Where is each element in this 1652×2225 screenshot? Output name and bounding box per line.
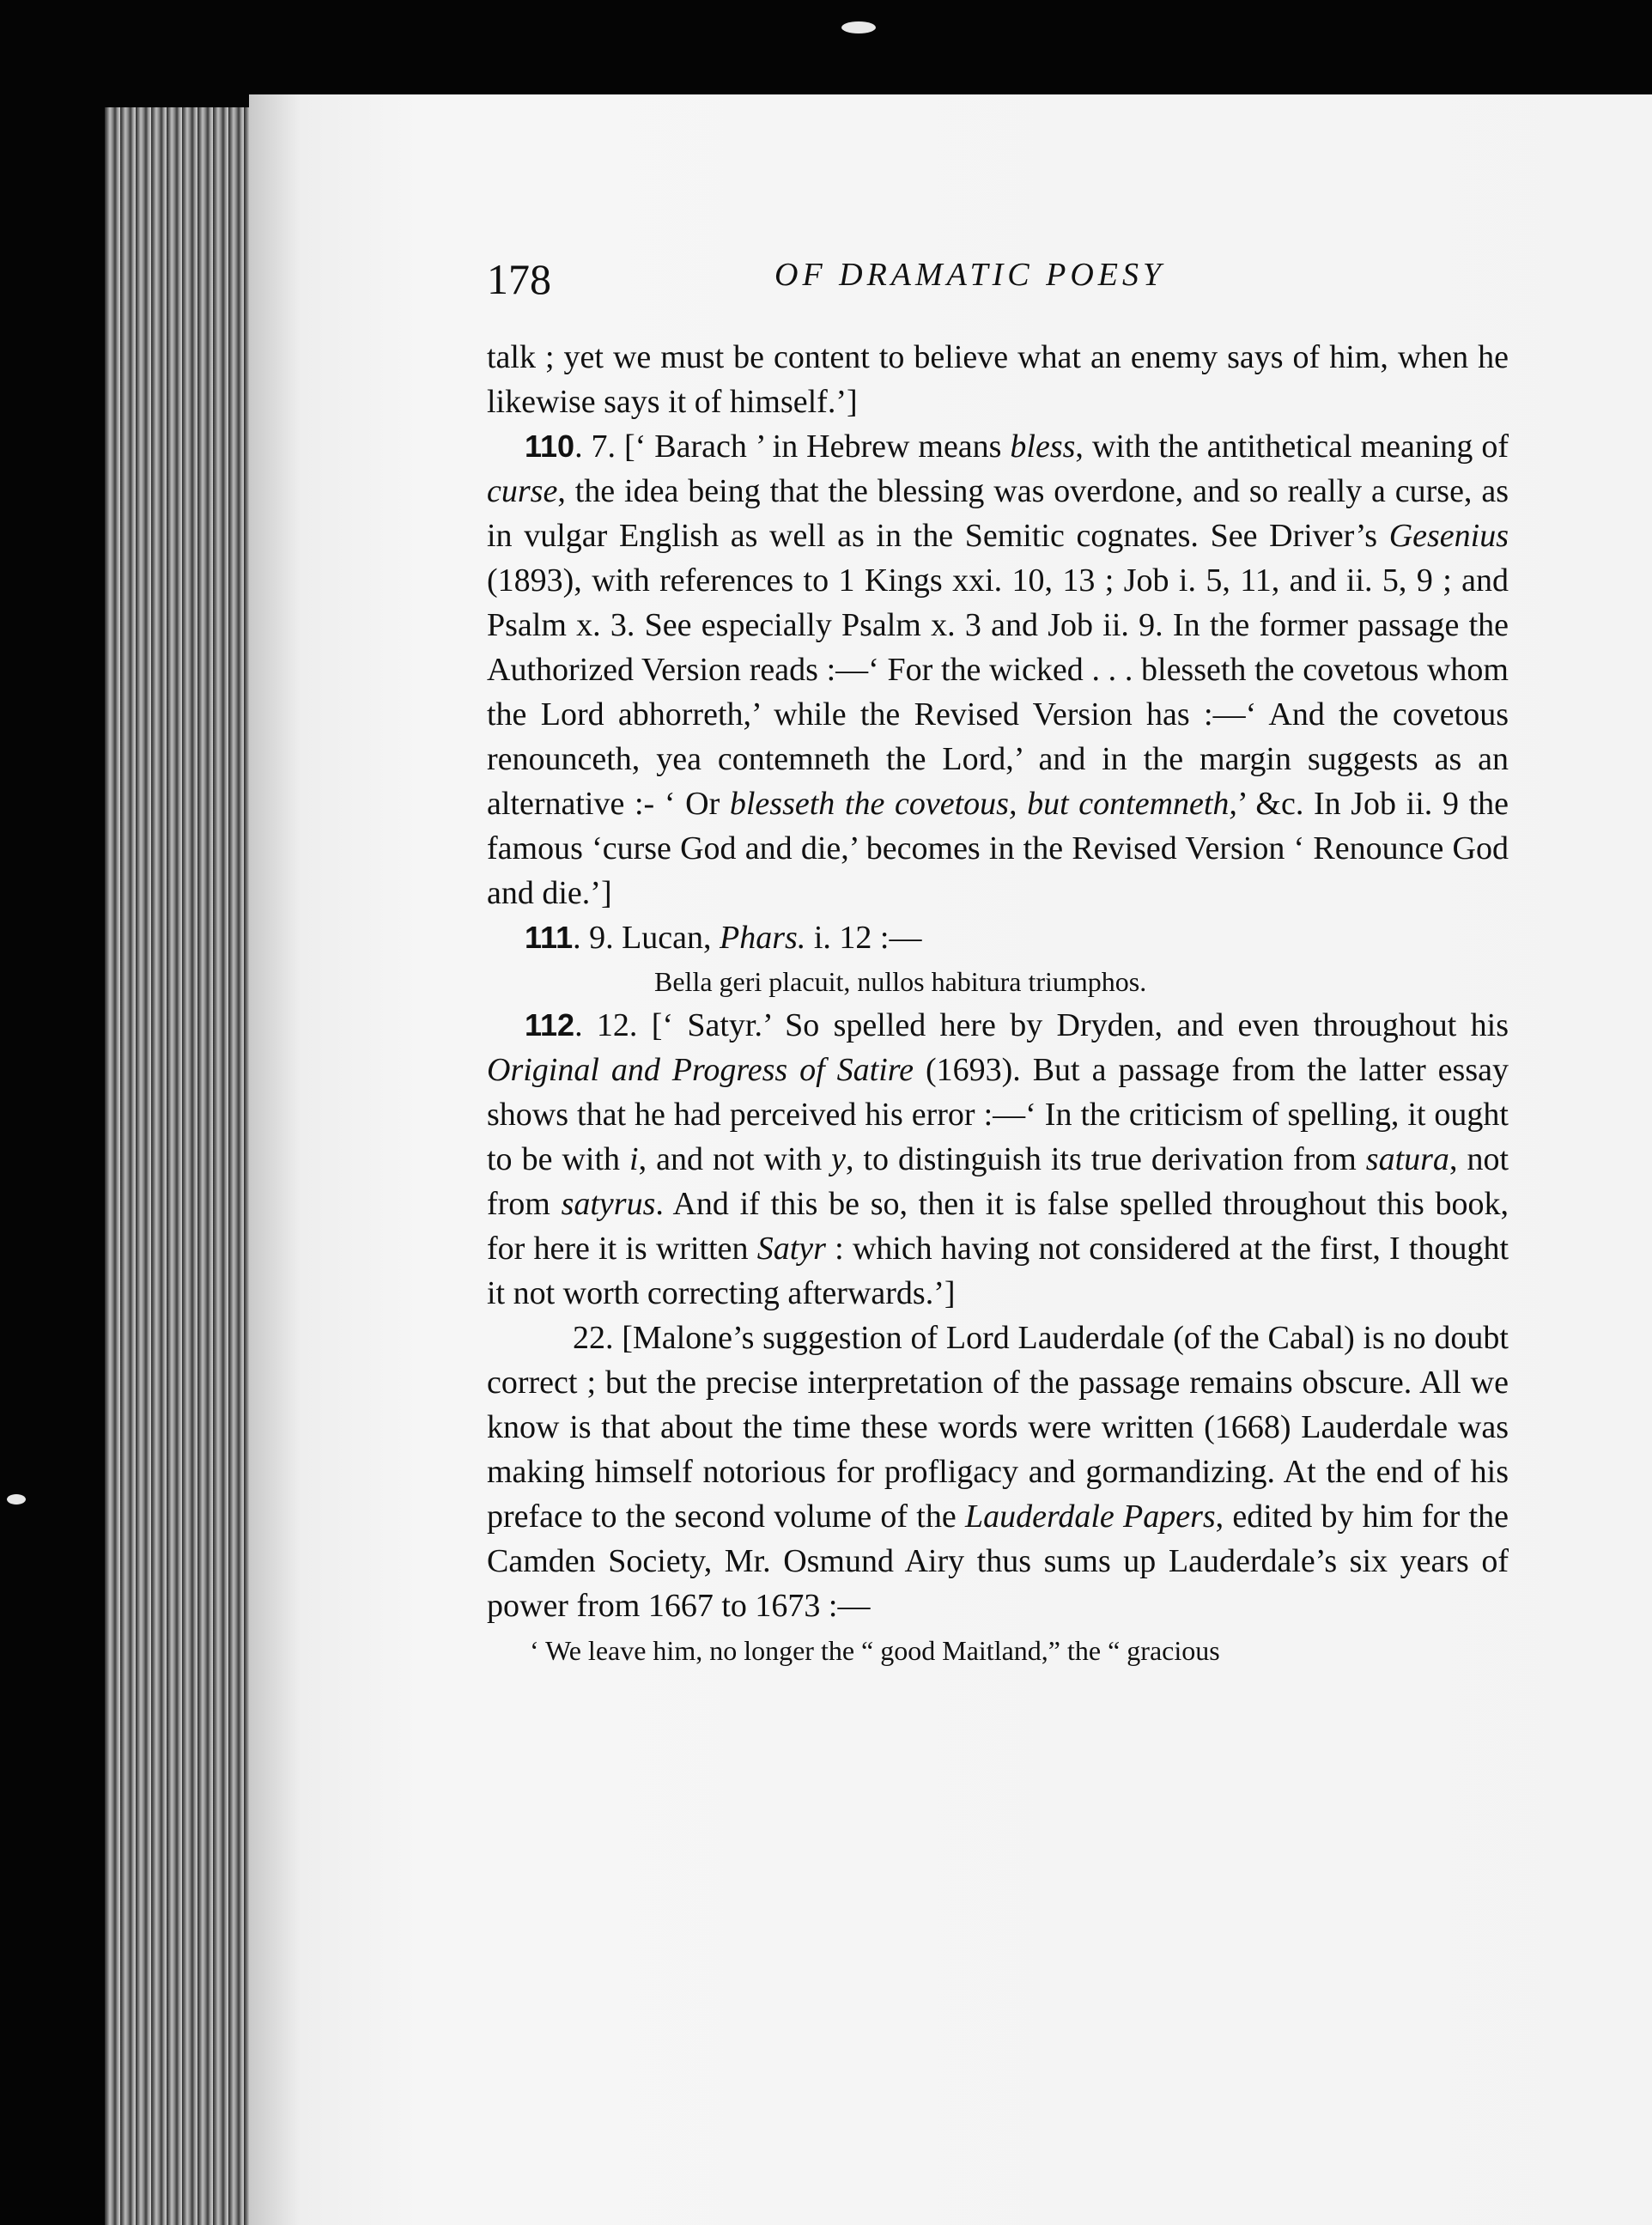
dust-speck (841, 21, 876, 33)
paragraph-continued: talk ; yet we must be content to believe what an enemy says of him, when he likewise says it of himself.’] (487, 339, 1509, 420)
note-text: . And if this be so, then it is false spelled throughout this book, for here it is written (487, 1186, 1509, 1267)
note-text: , not from (487, 1141, 1509, 1222)
note-number: 110 (525, 429, 575, 464)
note-text: . 7. (574, 429, 616, 465)
italic-term: y (831, 1141, 846, 1177)
page-body (487, 335, 1509, 1673)
note-text: , the idea being that the blessing was overdone, and so really a curse, as in vulgar English as well as in the Semitic cognates. See Driver’s (487, 473, 1509, 554)
note-111 (487, 915, 1509, 960)
note-number: 112 (525, 1007, 575, 1043)
italic-term: bless (1010, 429, 1076, 465)
italic-term: satura (1365, 1141, 1449, 1177)
italic-term: Lauderdale Papers (964, 1499, 1216, 1535)
italic-term: i (629, 1141, 639, 1177)
note-text: ’ &c. In Job ii. 9 the famous ‘curse God and die,’ becomes in the Revised Version ‘ Renounce God and die.’] (487, 786, 1509, 911)
verse-quote: Bella geri placuit, nullos habitura triumphos. (654, 966, 1147, 997)
note-text: , to distinguish its true derivation from (845, 1141, 1366, 1177)
note-text: (1893), with references to 1 Kings xxi. 10, 13 ; Job i. 5, 11, and ii. 5, 9 ; and Psalm x. 3. See especially Psalm x. 3 and Job ii. 9. In the former passage the Authorized Version reads :—‘ For the wicked . . . blesseth the covetous whom the Lord abhorreth,’ while the Revised Version has :—‘ And the covetous renounceth, yea contemneth the Lord,’ and in the margin suggests as an alternative :- ‘ Or (487, 562, 1509, 822)
note-number: 111 (525, 920, 574, 955)
page-number: 178 (487, 255, 551, 303)
note-text: . 12. [‘ Satyr.’ So spelled here by Dryden, and even throughout his (574, 1007, 1509, 1043)
italic-term: Gesenius (1388, 518, 1509, 554)
note-text: (1693). But a passage from the latter essay shows that he had perceived his error :—‘ In the criticism of spelling, it ought to be with (487, 1052, 1509, 1177)
running-head: OF DRAMATIC POESY (774, 257, 1166, 293)
note-22 (487, 1316, 1509, 1628)
note-text: , and not with (638, 1141, 832, 1177)
note-text: [‘ Barach ’ in Hebrew means (624, 429, 1011, 465)
italic-term: blesseth the covetous, but contemneth, (729, 786, 1237, 822)
page-header (487, 254, 1509, 306)
block-quote: ‘ We leave him, no longer the “ good Maitland,” the “ gracious (530, 1635, 1220, 1666)
dust-speck (7, 1494, 26, 1505)
note-text: , edited by him for the Camden Society, Mr. Osmund Airy thus sums up Lauderdale’s six years of power from 1667 to 1673 :— (487, 1499, 1509, 1624)
italic-term: Satyr (756, 1231, 826, 1267)
italic-term: satyrus (561, 1186, 656, 1222)
note-112 (487, 1003, 1509, 1316)
italic-term: Phars. (720, 920, 806, 956)
note-110 (487, 424, 1509, 915)
note-text: 22. [Malone’s suggestion of Lord Lauderdale (of the Cabal) is no doubt correct ; but the precise interpretation of the passage remains obscure. All we know is that about the time these words were written (1668) Lauderdale was making himself notorious for profligacy and gormandizing. At the end of his preface to the second volume of the (487, 1320, 1509, 1535)
italic-term: curse (487, 473, 558, 509)
note-text: i. 12 :— (805, 920, 922, 956)
note-text: : which having not considered at the first, I thought it not worth correcting afterwards.’] (487, 1231, 1509, 1311)
note-text: . 9. Lucan, (573, 920, 720, 956)
italic-term: Original and Progress of Satire (487, 1052, 914, 1088)
note-text: , with the antithetical meaning of (1075, 429, 1509, 465)
book-page-edges (105, 107, 268, 2225)
